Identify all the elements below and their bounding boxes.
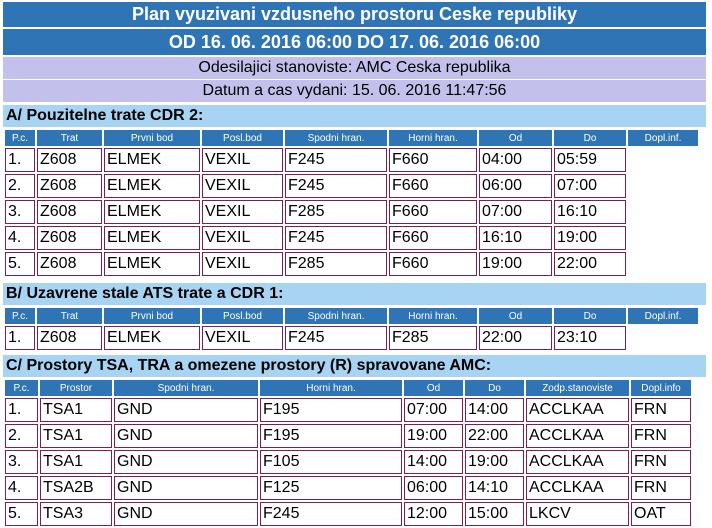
table-cell: GND bbox=[114, 424, 258, 448]
table-cell: VEXIL bbox=[202, 200, 283, 224]
column-header: Zodp.stanoviste bbox=[526, 380, 629, 396]
column-header: Do bbox=[465, 380, 524, 396]
table-cell: F125 bbox=[260, 476, 402, 500]
column-header: P.c. bbox=[5, 380, 38, 396]
section-a-table bbox=[3, 128, 700, 278]
table-cell: 19:00 bbox=[465, 450, 524, 474]
table-cell: 5. bbox=[5, 252, 35, 276]
table-cell: ELMEK bbox=[104, 200, 200, 224]
table-cell: F245 bbox=[285, 148, 387, 172]
table-cell: F660 bbox=[389, 226, 477, 250]
table-cell: TSA1 bbox=[40, 424, 112, 448]
column-header: Horni hran. bbox=[389, 308, 477, 324]
header-row bbox=[5, 380, 691, 396]
column-header: Dopl.info bbox=[631, 380, 691, 396]
table-cell: Z608 bbox=[37, 200, 102, 224]
table-cell: 06:00 bbox=[404, 476, 463, 500]
table-cell: ACCLKAA bbox=[526, 398, 629, 422]
table-cell: OAT bbox=[631, 502, 691, 526]
table-row bbox=[5, 226, 698, 250]
table-cell: GND bbox=[114, 398, 258, 422]
table-cell: 5. bbox=[5, 502, 38, 526]
table-cell bbox=[628, 174, 698, 198]
sender-line: Odesilajici stanoviste: AMC Ceska republika bbox=[3, 57, 706, 79]
table-cell: F660 bbox=[389, 200, 477, 224]
table-cell: GND bbox=[114, 476, 258, 500]
table-cell: 05:59 bbox=[554, 148, 626, 172]
column-header: Trat bbox=[37, 308, 102, 324]
table-cell: F285 bbox=[285, 252, 387, 276]
page-title: Plan vyuzivani vzdusneho prostoru Ceske republiky bbox=[3, 2, 706, 27]
table-cell: F105 bbox=[260, 450, 402, 474]
column-header: Horni hran. bbox=[389, 130, 477, 146]
table-cell: Z608 bbox=[37, 252, 102, 276]
table-cell: TSA1 bbox=[40, 450, 112, 474]
column-header: Od bbox=[479, 308, 552, 324]
column-header: Prvni bod bbox=[104, 308, 200, 324]
column-header: Dopl.inf. bbox=[628, 308, 698, 324]
table-cell: VEXIL bbox=[202, 326, 283, 350]
column-header: Posl.bod bbox=[202, 130, 283, 146]
table-cell: F245 bbox=[260, 502, 402, 526]
section-b-heading: B/ Uzavrene stale ATS trate a CDR 1: bbox=[3, 283, 706, 305]
table-cell: TSA2B bbox=[40, 476, 112, 500]
column-header: Spodni hran. bbox=[285, 130, 387, 146]
table-row bbox=[5, 450, 691, 474]
section-b-body bbox=[5, 326, 698, 350]
section-c-heading: C/ Prostory TSA, TRA a omezene prostory (R) spravovane AMC: bbox=[3, 355, 706, 377]
table-cell: 14:00 bbox=[404, 450, 463, 474]
column-header: Trat bbox=[37, 130, 102, 146]
column-header: Horni hran. bbox=[260, 380, 402, 396]
table-cell: 06:00 bbox=[479, 174, 552, 198]
table-cell: 23:10 bbox=[554, 326, 626, 350]
table-cell: GND bbox=[114, 450, 258, 474]
table-cell: 07:00 bbox=[554, 174, 626, 198]
table-cell: FRN bbox=[631, 398, 691, 422]
section-a-heading: A/ Pouzitelne trate CDR 2: bbox=[3, 105, 706, 127]
table-cell: ACCLKAA bbox=[526, 450, 629, 474]
table-cell: VEXIL bbox=[202, 148, 283, 172]
table-cell: 22:00 bbox=[554, 252, 626, 276]
table-cell: 19:00 bbox=[404, 424, 463, 448]
table-cell: 4. bbox=[5, 226, 35, 250]
table-cell: FRN bbox=[631, 424, 691, 448]
table-cell: 2. bbox=[5, 174, 35, 198]
table-cell: 19:00 bbox=[479, 252, 552, 276]
table-cell: 3. bbox=[5, 450, 38, 474]
table-cell: ACCLKAA bbox=[526, 424, 629, 448]
section-c-table bbox=[3, 378, 693, 528]
table-cell: 1. bbox=[5, 148, 35, 172]
column-header: Do bbox=[554, 130, 626, 146]
table-cell: 04:00 bbox=[479, 148, 552, 172]
table-row bbox=[5, 148, 698, 172]
table-cell: 19:00 bbox=[554, 226, 626, 250]
section-b-header bbox=[5, 308, 698, 324]
column-header: P.c. bbox=[5, 308, 35, 324]
table-cell: Z608 bbox=[37, 226, 102, 250]
table-row bbox=[5, 326, 698, 350]
table-cell: VEXIL bbox=[202, 174, 283, 198]
table-cell: 4. bbox=[5, 476, 38, 500]
table-cell: F245 bbox=[285, 174, 387, 198]
table-cell: TSA3 bbox=[40, 502, 112, 526]
table-cell: 2. bbox=[5, 424, 38, 448]
table-cell: 07:00 bbox=[479, 200, 552, 224]
header-row bbox=[5, 130, 698, 146]
table-cell: F285 bbox=[389, 326, 477, 350]
table-cell: TSA1 bbox=[40, 398, 112, 422]
section-b-table bbox=[3, 306, 700, 352]
table-cell: ELMEK bbox=[104, 148, 200, 172]
table-cell: F660 bbox=[389, 252, 477, 276]
section-c-header bbox=[5, 380, 691, 396]
column-header: Prostor bbox=[40, 380, 112, 396]
table-cell: FRN bbox=[631, 476, 691, 500]
table-cell bbox=[628, 252, 698, 276]
column-header: Od bbox=[404, 380, 463, 396]
table-cell: 14:00 bbox=[465, 398, 524, 422]
table-cell: ELMEK bbox=[104, 326, 200, 350]
table-cell bbox=[628, 200, 698, 224]
table-cell: 1. bbox=[5, 398, 38, 422]
table-cell: 1. bbox=[5, 326, 35, 350]
table-cell: F660 bbox=[389, 148, 477, 172]
table-cell: ELMEK bbox=[104, 174, 200, 198]
table-row bbox=[5, 174, 698, 198]
table-cell bbox=[628, 326, 698, 350]
table-cell: 3. bbox=[5, 200, 35, 224]
table-cell: F285 bbox=[285, 200, 387, 224]
table-cell: ACCLKAA bbox=[526, 476, 629, 500]
table-cell: ELMEK bbox=[104, 252, 200, 276]
table-row bbox=[5, 424, 691, 448]
column-header: Posl.bod bbox=[202, 308, 283, 324]
table-cell: Z608 bbox=[37, 174, 102, 198]
table-row bbox=[5, 502, 691, 526]
section-a-body bbox=[5, 148, 698, 276]
table-cell: F195 bbox=[260, 424, 402, 448]
table-cell: Z608 bbox=[37, 148, 102, 172]
table-cell: 15:00 bbox=[465, 502, 524, 526]
table-row bbox=[5, 252, 698, 276]
header-row bbox=[5, 308, 698, 324]
table-cell bbox=[628, 226, 698, 250]
table-cell: GND bbox=[114, 502, 258, 526]
table-cell: LKCV bbox=[526, 502, 629, 526]
column-header: Od bbox=[479, 130, 552, 146]
table-cell: 14:10 bbox=[465, 476, 524, 500]
column-header: Dopl.inf. bbox=[628, 130, 698, 146]
table-cell: 22:00 bbox=[479, 326, 552, 350]
table-cell: 12:00 bbox=[404, 502, 463, 526]
table-cell: Z608 bbox=[37, 326, 102, 350]
table-cell: F245 bbox=[285, 326, 387, 350]
column-header: P.c. bbox=[5, 130, 35, 146]
table-cell: 16:10 bbox=[479, 226, 552, 250]
section-c-body bbox=[5, 398, 691, 526]
column-header: Do bbox=[554, 308, 626, 324]
table-row bbox=[5, 476, 691, 500]
table-cell: VEXIL bbox=[202, 252, 283, 276]
column-header: Spodni hran. bbox=[114, 380, 258, 396]
table-cell bbox=[628, 148, 698, 172]
issued-line: Datum a cas vydani: 15. 06. 2016 11:47:56 bbox=[3, 80, 706, 102]
table-cell: F245 bbox=[285, 226, 387, 250]
validity-period: OD 16. 06. 2016 06:00 DO 17. 06. 2016 06:00 bbox=[3, 29, 706, 55]
section-a-header bbox=[5, 130, 698, 146]
table-cell: FRN bbox=[631, 450, 691, 474]
column-header: Spodni hran. bbox=[285, 308, 387, 324]
table-row bbox=[5, 398, 691, 422]
table-cell: ELMEK bbox=[104, 226, 200, 250]
table-cell: 22:00 bbox=[465, 424, 524, 448]
table-cell: 16:10 bbox=[554, 200, 626, 224]
table-cell: VEXIL bbox=[202, 226, 283, 250]
table-row bbox=[5, 200, 698, 224]
table-cell: F660 bbox=[389, 174, 477, 198]
column-header: Prvni bod bbox=[104, 130, 200, 146]
table-cell: F195 bbox=[260, 398, 402, 422]
table-cell: 07:00 bbox=[404, 398, 463, 422]
